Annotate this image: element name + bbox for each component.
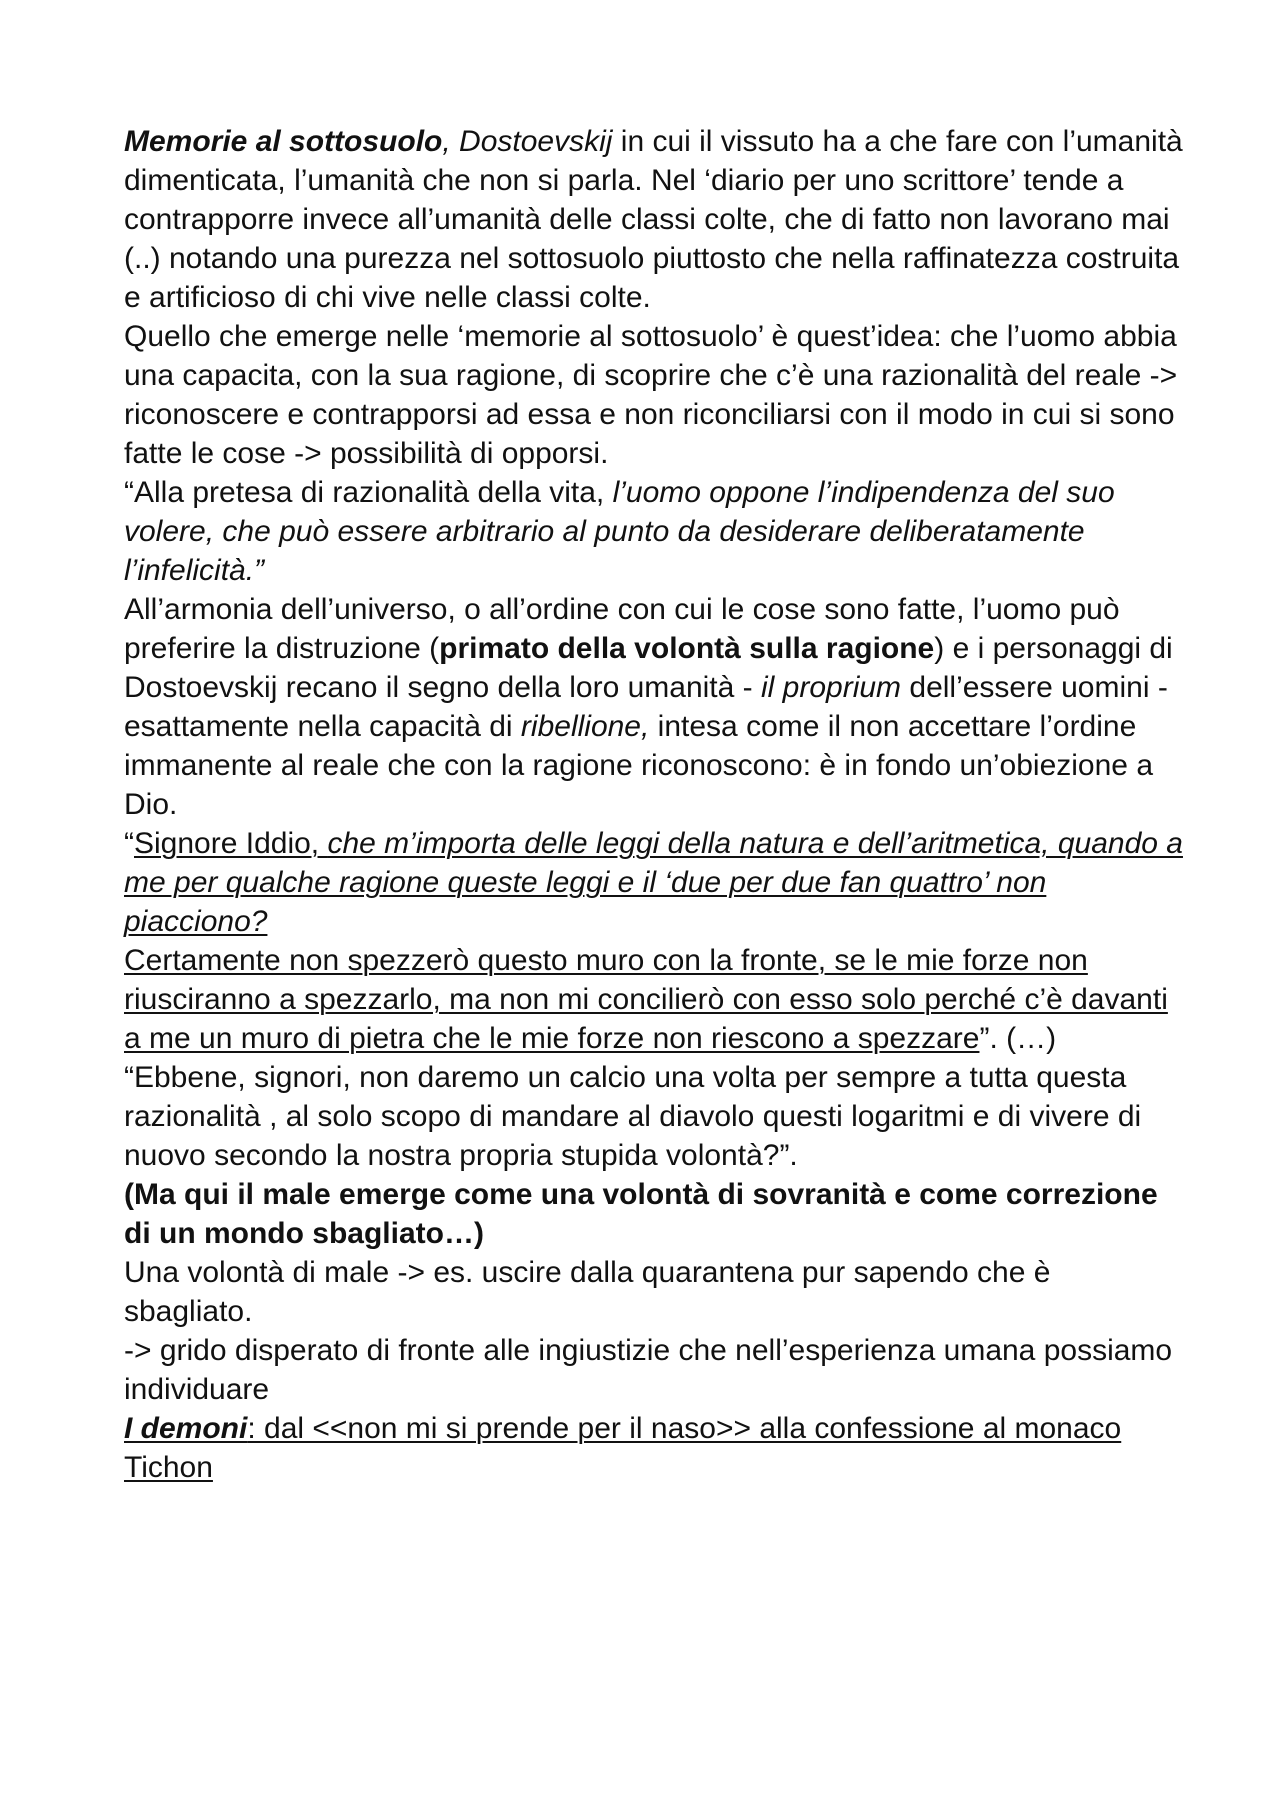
heading-i-demoni: I demoni: dal <<non mi si prende per il naso>> alla confessione al monaco Tichon — [124, 1412, 1122, 1484]
paragraph-grido-disperato: -> grido disperato di fronte alle ingiustizie che nell’esperienza umana possiamo individuare — [124, 1334, 1173, 1406]
quote-muro-di-pietra: Certamente non spezzerò questo muro con la fronte, se le mie forze non riusciranno a spezzarlo, ma non mi concilierò con esso solo perché c’è davanti a me un muro di pietra che le mie forze non riescono a spezzare”. (…) “Ebbene, signori, non daremo un calcio una volta per sempre a tutta questa razionalità , al solo scopo di mandare al diavolo questi logaritmi e di vivere di nuovo secondo la nostra propria stupida volontà?”. — [124, 944, 1168, 1172]
paragraph-armonia: All’armonia dell’universo, o all’ordine con cui le cose sono fatte, l’uomo può preferire la distruzione (primato della volontà sulla ragione) e i personaggi di Dostoevskij recano il segno della loro umanità - il proprium dell’essere uomini - esattamente nella capacità di ribellione, intesa come il non accettare l’ordine immanente al reale che con la ragione riconoscono: è in fondo un’obiezione a Dio. — [124, 593, 1173, 821]
paragraph-memorie-intro: Memorie al sottosuolo, Dostoevskij in cui il vissuto ha a che fare con l’umanità dimenticata, l’umanità che non si parla. Nel ‘diario per uno scrittore’ tende a contrapporre invece all’umanità delle classi colte, che di fatto non lavorano mai (..) notando una purezza nel sottosuolo piuttosto che nella raffinatezza costruita e artificioso di chi vive nelle classi colte. — [124, 125, 1183, 314]
document-page — [124, 122, 1184, 1487]
note-male-sovranita: (Ma qui il male emerge come una volontà di sovranità e come correzione di un mondo sbagliato…) — [124, 1178, 1158, 1250]
book-title-memorie: Memorie al sottosuolo — [124, 125, 443, 158]
paragraph-razionalita: Quello che emerge nelle ‘memorie al sottosuolo’ è quest’idea: che l’uomo abbia una capacita, con la sua ragione, di scoprire che c’è una razionalità del reale -> riconoscere e contrapporsi ad essa e non riconciliarsi con il modo in cui si sono fatte le cose -> possibilità di opporsi. — [124, 320, 1178, 470]
emphasis-primato-volonta: primato della volontà sulla ragione — [439, 632, 935, 665]
paragraph-volonta-di-male: Una volontà di male -> es. uscire dalla quarantena pur sapendo che è sbagliato. — [124, 1256, 1051, 1328]
author-name: Dostoevskij — [459, 125, 613, 158]
quote-signore-iddio: “Signore Iddio, che m’importa delle leggi della natura e dell’aritmetica, quando a me per qualche ragione queste leggi e il ‘due per due fan quattro’ non piacciono? — [124, 827, 1183, 938]
book-title-demoni: I demoni — [124, 1412, 248, 1445]
quote-pretesa-razionalita: “Alla pretesa di razionalità della vita, l’uomo oppone l’indipendenza del suo volere, che può essere arbitrario al punto da desiderare deliberatamente l’infelicità.” — [124, 476, 1115, 587]
